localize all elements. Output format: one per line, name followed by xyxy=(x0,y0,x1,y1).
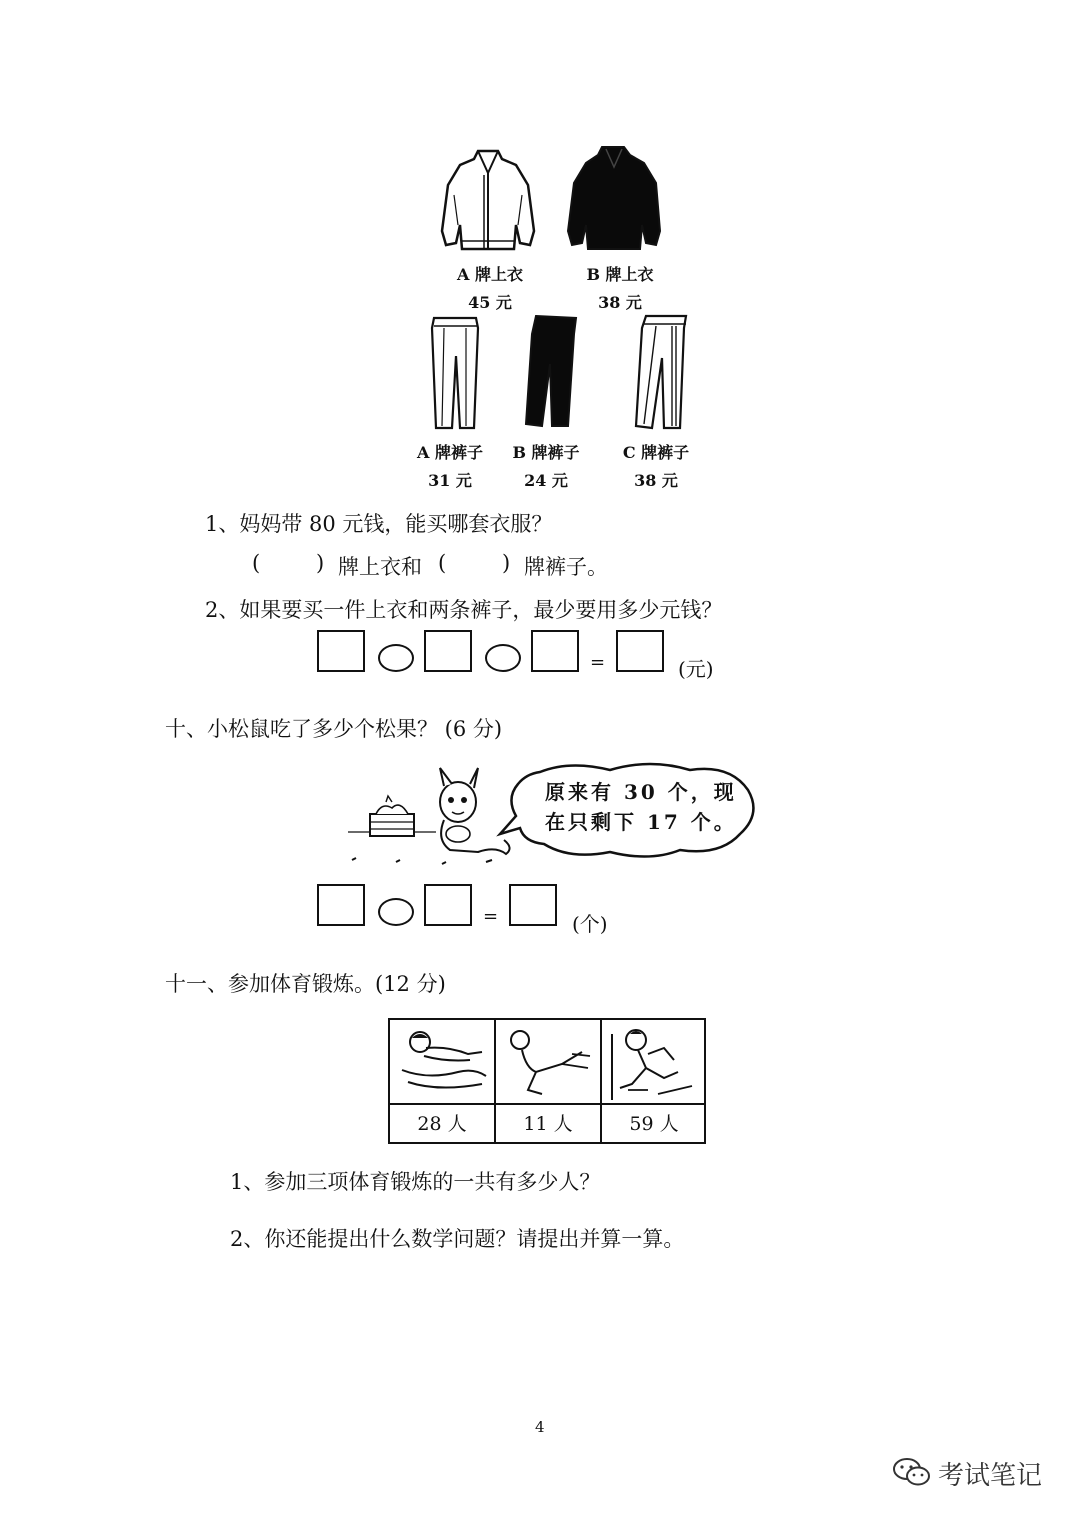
pants-c-price: 38 元 xyxy=(634,471,678,490)
jacket-b-price: 38 元 xyxy=(598,293,642,312)
jacket-b-image xyxy=(566,143,662,253)
wechat-icon xyxy=(892,1456,932,1488)
q9-item1: 1、妈妈带 80 元钱，能买哪套衣服？ xyxy=(205,512,553,536)
answer-box[interactable] xyxy=(616,630,664,672)
q9-item1-mid: 牌上衣和 xyxy=(338,555,422,579)
sports-table xyxy=(388,1018,706,1144)
count-skating: 59 人 xyxy=(629,1113,679,1135)
swimming-image xyxy=(398,1026,488,1098)
pants-c-name: C 牌裤子 xyxy=(622,443,690,462)
answer-box[interactable] xyxy=(424,630,472,672)
q11-title: 十一、参加体育锻炼。(12 分) xyxy=(165,972,446,996)
answer-box[interactable] xyxy=(317,884,365,926)
q9-item2: 2、如果要买一件上衣和两条裤子，最少要用多少元钱？ xyxy=(205,598,723,622)
operator-circle[interactable] xyxy=(378,898,414,926)
q11-item2: 2、你还能提出什么数学问题？请提出并算一算。 xyxy=(230,1227,685,1251)
pants-c-image xyxy=(632,314,690,430)
q9-item1-blank-close1: ) xyxy=(316,551,325,575)
q9-item1-blank-open1: ( xyxy=(252,551,261,575)
pants-b-name: B 牌裤子 xyxy=(512,443,580,462)
equals-sign: = xyxy=(590,652,606,673)
jacket-a-name: A 牌上衣 xyxy=(457,265,523,284)
watermark-label: 考试笔记 xyxy=(938,1461,1043,1491)
count-swimming: 28 人 xyxy=(417,1113,467,1135)
answer-box[interactable] xyxy=(509,884,557,926)
q10-title: 十、小松鼠吃了多少个松果？ (6 分) xyxy=(165,717,503,741)
q11-item1: 1、参加三项体育锻炼的一共有多少人？ xyxy=(230,1170,601,1194)
equals-sign: = xyxy=(483,906,499,927)
answer-box[interactable] xyxy=(424,884,472,926)
pants-a-price: 31 元 xyxy=(428,471,472,490)
count-high-jump: 11 人 xyxy=(523,1113,573,1135)
q9-item1-end: 牌裤子。 xyxy=(524,555,608,579)
q9-item1-blank-close2: ) xyxy=(502,551,511,575)
unit-label: (元) xyxy=(678,657,714,681)
answer-box[interactable] xyxy=(317,630,365,672)
pants-a-image xyxy=(430,316,482,430)
jacket-a-image xyxy=(440,145,536,253)
jacket-a-price: 45 元 xyxy=(468,293,512,312)
page-number: 4 xyxy=(535,1418,545,1436)
answer-box[interactable] xyxy=(531,630,579,672)
operator-circle[interactable] xyxy=(485,644,521,672)
pants-b-image xyxy=(524,314,580,428)
squirrel-scene-image xyxy=(346,762,518,872)
q9-item1-blank-open2: ( xyxy=(438,551,447,575)
pants-b-price: 24 元 xyxy=(524,471,568,490)
pants-a-name: A 牌裤子 xyxy=(417,443,483,462)
speech-bubble-line2: 在只剩下 17 个。 xyxy=(545,810,737,834)
operator-circle[interactable] xyxy=(378,644,414,672)
high-jump-image xyxy=(502,1024,594,1100)
jacket-b-name: B 牌上衣 xyxy=(586,265,654,284)
unit-label: (个) xyxy=(572,912,608,936)
speech-bubble-line1: 原来有 30 个，现 xyxy=(545,780,737,804)
skating-image xyxy=(608,1024,700,1100)
